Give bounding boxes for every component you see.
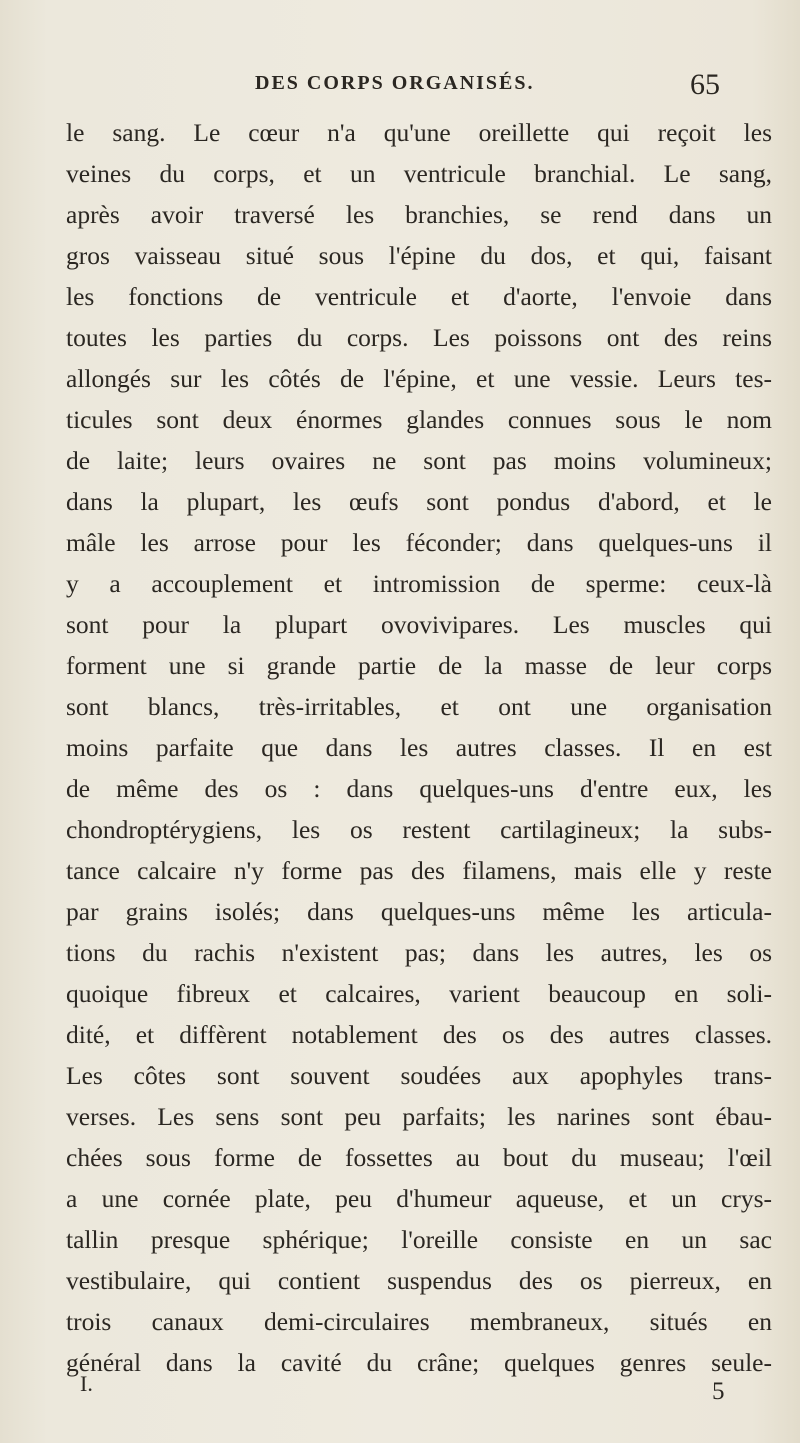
signature-mark: I.: [80, 1371, 93, 1396]
text-line: tance calcaire n'y forme pas des filamens, mais elle y reste: [66, 856, 772, 885]
page-number: 65: [690, 68, 720, 101]
text-line: général dans la cavité du crâne; quelques genres seule-: [66, 1348, 772, 1377]
text-line: ticules sont deux énormes glandes connues sous le nom: [66, 405, 772, 434]
text-line: chondroptérygiens, les os restent cartilagineux; la subs-: [66, 815, 772, 844]
text-line: dité, et diffèrent notablement des os des autres classes.: [66, 1020, 772, 1049]
text-line: Les côtes sont souvent soudées aux apophyles trans-: [66, 1061, 772, 1090]
text-line: verses. Les sens sont peu parfaits; les narines sont ébau-: [66, 1102, 772, 1131]
text-line: toutes les parties du corps. Les poissons ont des reins: [66, 323, 772, 352]
running-head: [0, 68, 800, 104]
body-text: [66, 112, 772, 1383]
text-line: forment une si grande partie de la masse de leur corps: [66, 651, 772, 680]
text-line: moins parfaite que dans les autres classes. Il en est: [66, 733, 772, 762]
text-line: quoique fibreux et calcaires, varient beaucoup en soli-: [66, 979, 772, 1008]
text-line: sont pour la plupart ovovivipares. Les muscles qui: [66, 610, 772, 639]
text-line: de laite; leurs ovaires ne sont pas moins volumineux;: [66, 446, 772, 475]
text-line: tallin presque sphérique; l'oreille consiste en un sac: [66, 1225, 772, 1254]
text-line: dans la plupart, les œufs sont pondus d'abord, et le: [66, 487, 772, 516]
text-line: par grains isolés; dans quelques-uns même les articula-: [66, 897, 772, 926]
text-line: a une cornée plate, peu d'humeur aqueuse, et un crys-: [66, 1184, 772, 1213]
text-line: trois canaux demi-circulaires membraneux, situés en: [66, 1307, 772, 1336]
text-line: les fonctions de ventricule et d'aorte, l'envoie dans: [66, 282, 772, 311]
text-line: après avoir traversé les branchies, se rend dans un: [66, 200, 772, 229]
text-line: chées sous forme de fossettes au bout du museau; l'œil: [66, 1143, 772, 1172]
text-line: de même des os : dans quelques-uns d'entre eux, les: [66, 774, 772, 803]
text-line: sont blancs, très-irritables, et ont une organisation: [66, 692, 772, 721]
text-line: tions du rachis n'existent pas; dans les autres, les os: [66, 938, 772, 967]
text-line: gros vaisseau situé sous l'épine du dos, et qui, faisant: [66, 241, 772, 270]
text-line: allongés sur les côtés de l'épine, et une vessie. Leurs tes-: [66, 364, 772, 393]
signature-number: 5: [712, 1378, 725, 1405]
text-line: veines du corps, et un ventricule branchial. Le sang,: [66, 159, 772, 188]
text-line: mâle les arrose pour les féconder; dans quelques-uns il: [66, 528, 772, 557]
running-title: DES CORPS ORGANISÉS.: [255, 72, 535, 94]
text-line: y a accouplement et intromission de sperme: ceux-là: [66, 569, 772, 598]
text-line: vestibulaire, qui contient suspendus des os pierreux, en: [66, 1266, 772, 1295]
text-line: le sang. Le cœur n'a qu'une oreillette qui reçoit les: [66, 118, 772, 147]
